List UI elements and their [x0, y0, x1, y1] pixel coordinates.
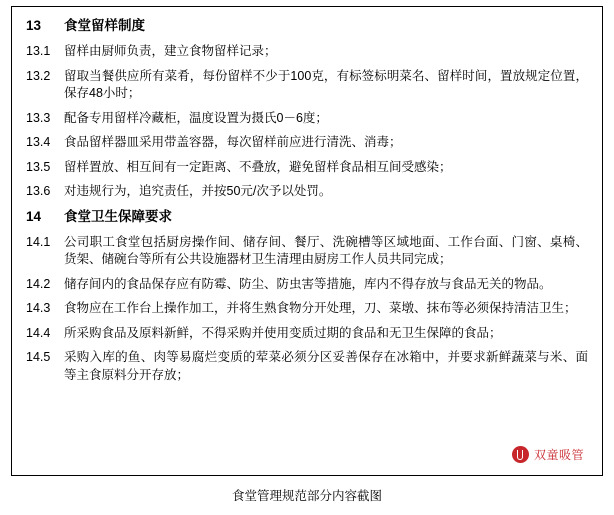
clause-text: 配备专用留样冷藏柜，温度设置为摄氏0－6度； [64, 110, 328, 125]
figure-caption: 食堂管理规范部分内容截图 [231, 489, 382, 503]
clause-row [26, 325, 588, 343]
watermark-label: 双童吸管 [533, 448, 584, 462]
clause-row [26, 234, 588, 269]
clause-text: 对违规行为，追究责任，并按50元/次予以处罚。 [64, 184, 332, 198]
clause-text: 储存间内的食品保存应有防霉、防尘、防虫害等措施，库内不得存放与食品无关的物品。 [64, 276, 552, 291]
clause-row [26, 300, 588, 318]
clause-number: 13.2 [26, 68, 51, 83]
clause-number: 14.2 [26, 276, 51, 291]
section-heading [26, 17, 588, 35]
clause-row [26, 276, 588, 294]
clause-number: 14.3 [26, 301, 51, 315]
clause-row [26, 159, 588, 177]
cup-icon [512, 446, 529, 463]
clause-text: 采购入库的鱼、肉等易腐烂变质的荤菜必须分区妥善保存在冰箱中，并要求新鲜蔬菜与米、面等主食原料分开存放； [64, 350, 588, 382]
clause-number: 13.3 [26, 110, 51, 125]
clause-row [26, 183, 588, 201]
clause-text: 留样置放、相互间有一定距离、不叠放，避免留样食品相互间受感染； [64, 159, 452, 174]
clause-number: 14.4 [26, 325, 51, 340]
clause-text: 留取当餐供应所有菜肴，每份留样不少于100克，有标签标明菜名、留样时间，置放规定位置，保存48小时； [64, 68, 588, 100]
clause-text: 食物应在工作台上操作加工，并将生熟食物分开处理，刀、菜墩、抹布等必须保持清洁卫生； [64, 301, 577, 315]
watermark [512, 446, 584, 463]
clause-row [26, 43, 588, 61]
clause-number: 13.1 [26, 44, 51, 58]
clause-text: 公司职工食堂包括厨房操作间、储存间、餐厅、洗碗槽等区域地面、工作台面、门窗、桌椅、货架、储碗台等所有公共设施器材卫生清理由厨房工作人员共同完成； [64, 234, 588, 266]
clause-row [26, 134, 588, 152]
clause-row [26, 68, 588, 103]
clause-text: 食品留样器皿采用带盖容器，每次留样前应进行清洗、消毒； [64, 135, 402, 149]
document-frame [11, 6, 603, 476]
clause-row [26, 349, 588, 384]
document-body [12, 7, 602, 397]
clause-text: 留样由厨师负责，建立食物留样记录； [64, 44, 277, 58]
section-number: 13 [26, 18, 42, 33]
clause-row [26, 110, 588, 128]
clause-number: 13.6 [26, 184, 51, 198]
section-title: 食堂留样制度 [64, 18, 145, 33]
section-heading [26, 208, 588, 226]
section-number: 14 [26, 208, 42, 224]
clause-number: 13.4 [26, 135, 51, 149]
clause-number: 14.1 [26, 234, 51, 249]
clause-number: 13.5 [26, 159, 51, 174]
clause-text: 所采购食品及原料新鲜，不得采购并使用变质过期的食品和无卫生保障的食品； [64, 325, 502, 340]
clause-number: 14.5 [26, 350, 51, 364]
section-title: 食堂卫生保障要求 [64, 208, 172, 224]
